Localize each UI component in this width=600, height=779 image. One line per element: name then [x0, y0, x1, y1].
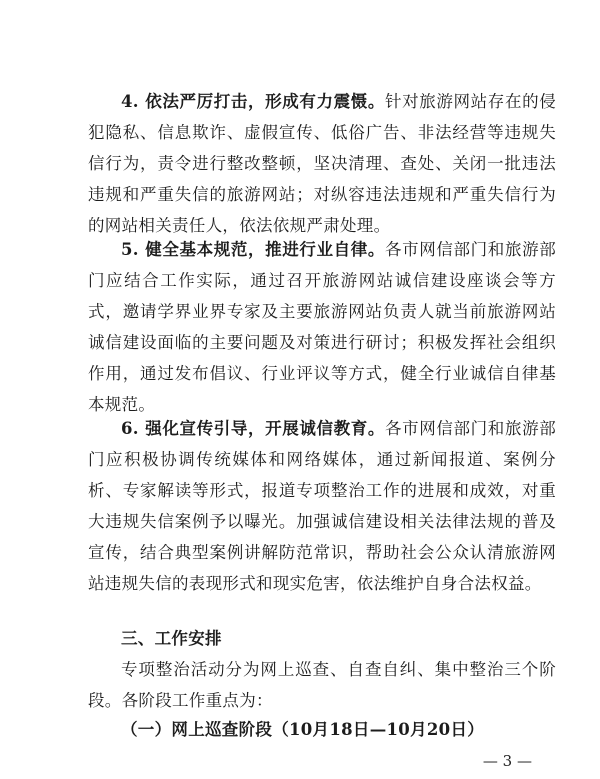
paragraph-body: 针对旅游网站存在的侵犯隐私、信息欺诈、虚假宣传、低俗广告、非法经营等违规失信行为，责令进行整改整顿，坚决清理、查处、关闭一批违法违规和严重失信的旅游网站；对纵容违法违规和严重失信行为的网站相关责任人，依法依规严肃处理。: [88, 92, 557, 235]
paragraph-item-4: [88, 86, 556, 241]
paragraph-item-5: [88, 234, 556, 420]
section-heading: 三、工作安排: [121, 629, 222, 648]
paragraph-lead: 4. 依法严厉打击，形成有力震慑。: [121, 92, 386, 111]
stage-heading: （一）网上巡查阶段（10月18日—10月20日）: [121, 720, 485, 739]
paragraph-body: 各市网信部门和旅游部门应结合工作实际，通过召开旅游网站诚信建设座谈会等方式，邀请学界业界专家及主要旅游网站负责人就当前旅游网站诚信建设面临的主要问题及对策进行研讨；积极发挥社会组织作用，通过发布倡议、行业评议等方式，健全行业诚信自律基本规范。: [88, 240, 557, 414]
paragraph-lead: 6. 强化宣传引导，开展诚信教育。: [121, 419, 386, 438]
section-intro: 专项整治活动分为网上巡查、自查自纠、集中整治三个阶段。各阶段工作重点为：: [88, 660, 556, 710]
page-number: — 3 —: [482, 752, 532, 770]
paragraph-item-6: [88, 413, 556, 599]
paragraph-lead: 5. 健全基本规范，推进行业自律。: [121, 240, 386, 259]
paragraph-body: 各市网信部门和旅游部门应积极协调传统媒体和网络媒体，通过新闻报道、案例分析、专家解读等形式，报道专项整治工作的进展和成效，对重大违规失信案例予以曝光。加强诚信建设相关法律法规的普及宣传，结合典型案例讲解防范常识，帮助社会公众认清旅游网站违规失信的表现形式和现实危害，依法维护自身合法权益。: [88, 419, 557, 593]
